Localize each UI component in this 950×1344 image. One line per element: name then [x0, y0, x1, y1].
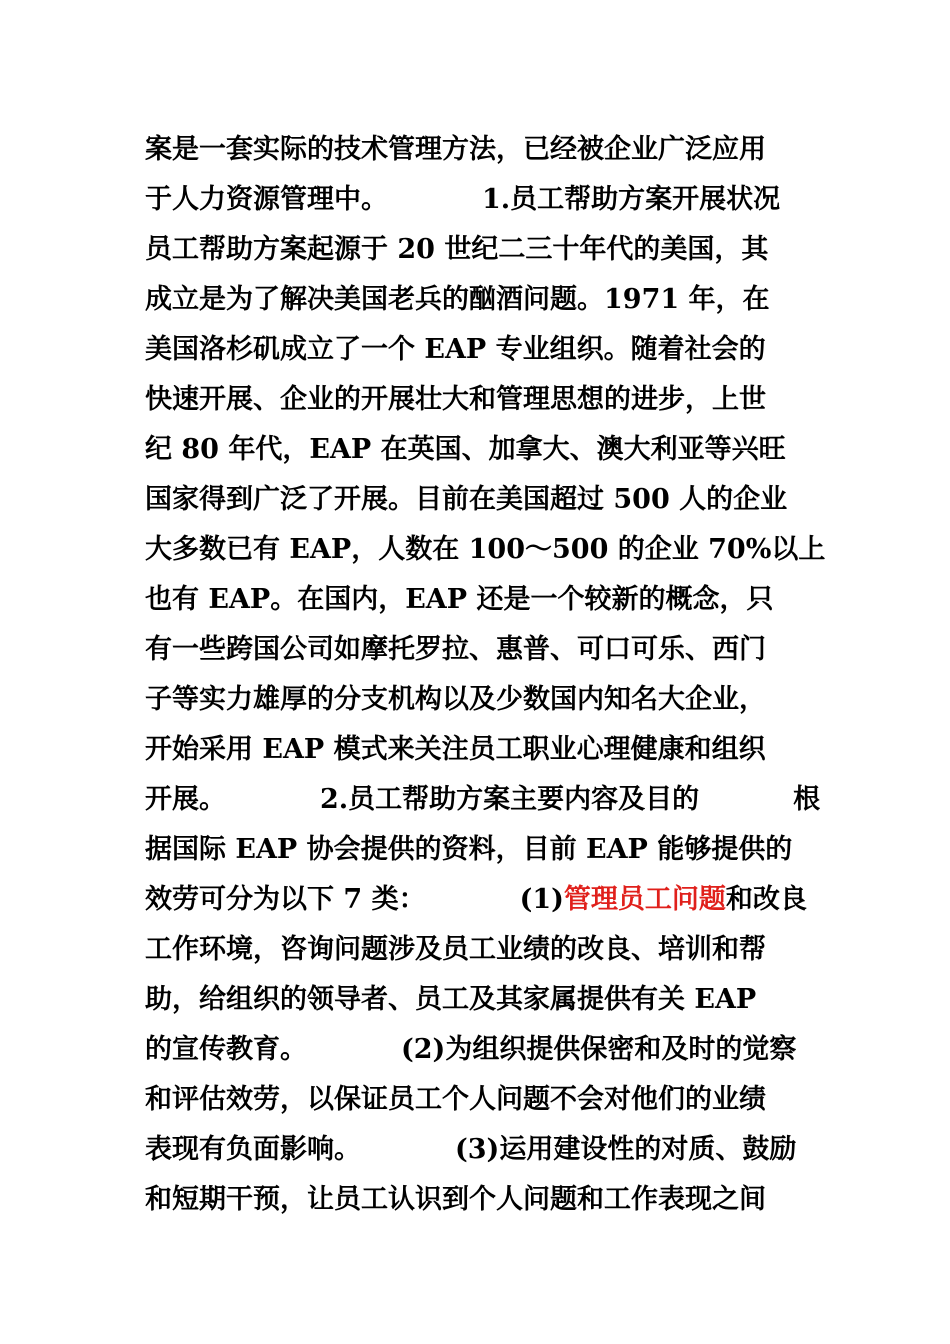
text-line: 成立是为了解决美国老兵的酗酒问题。1971 年，在 [145, 284, 770, 315]
text-line: 于人力资源管理中。 1.员工帮助方案开展状况 [145, 184, 781, 215]
line-text-after: 和改良 [725, 884, 807, 915]
text-line: 工作环境，咨询问题涉及员工业绩的改良、培训和帮 [145, 934, 766, 965]
text-line: 员工帮助方案起源于 20 世纪二三十年代的美国，其 [145, 234, 769, 265]
text-line: 表现有负面影响。 (3)运用建设性的对质、鼓励 [145, 1134, 797, 1165]
text-line: 的宣传教育。 (2)为组织提供保密和及时的觉察 [145, 1034, 797, 1065]
text-line: 美国洛杉矶成立了一个 EAP 专业组织。随着社会的 [145, 334, 766, 365]
text-line: 国家得到广泛了开展。目前在美国超过 500 人的企业 [145, 484, 788, 515]
line-text-before: 效劳可分为以下 7 类： (1) [145, 884, 564, 915]
text-line: 据国际 EAP 协会提供的资料，目前 EAP 能够提供的 [145, 834, 793, 865]
text-line: 案是一套实际的技术管理方法，已经被企业广泛应用 [145, 134, 766, 165]
text-line: 开展。 2.员工帮助方案主要内容及目的 根 [145, 784, 821, 815]
body-text [145, 125, 826, 1225]
text-line: 快速开展、企业的开展壮大和管理思想的进步，上世 [145, 384, 766, 415]
text-line-with-highlight [145, 875, 810, 925]
text-line: 和短期干预，让员工认识到个人问题和工作表现之间 [145, 1184, 766, 1215]
text-line: 大多数已有 EAP，人数在 100～500 的企业 70%以上 [145, 534, 826, 565]
text-line: 和评估效劳，以保证员工个人问题不会对他们的业绩 [145, 1084, 766, 1115]
highlighted-phrase: 管理员工问题 [563, 884, 726, 915]
text-line: 纪 80 年代，EAP 在英国、加拿大、澳大利亚等兴旺 [145, 434, 786, 465]
text-line: 也有 EAP。在国内，EAP 还是一个较新的概念，只 [145, 584, 774, 615]
text-line: 助，给组织的领导者、员工及其家属提供有关 EAP [145, 984, 757, 1015]
text-line: 有一些跨国公司如摩托罗拉、惠普、可口可乐、西门 [145, 634, 766, 665]
text-line: 开始采用 EAP 模式来关注员工职业心理健康和组织 [145, 734, 766, 765]
text-line: 子等实力雄厚的分支机构以及少数国内知名大企业， [145, 684, 766, 715]
